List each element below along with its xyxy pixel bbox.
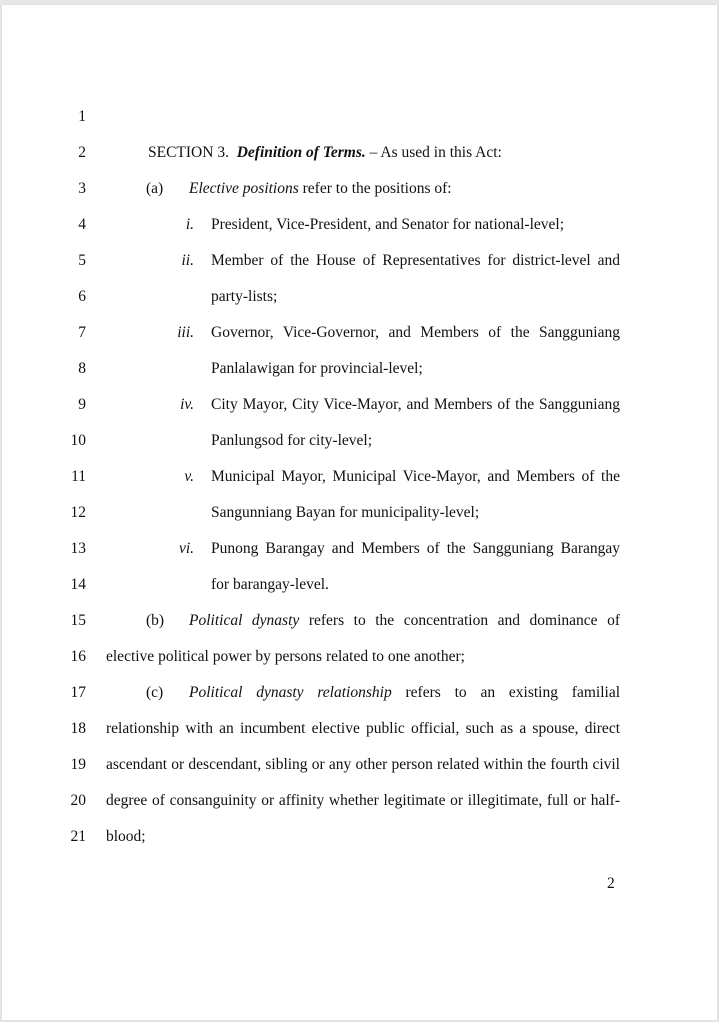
item-label: (c) [146,684,164,701]
list-item-continuation: Panlungsod for city-level; [211,432,372,449]
list-item-text: Member of the House of Representatives for district-level and [211,252,620,269]
line-16 [2,645,717,669]
line-2 [2,141,717,165]
item-label: (a) [146,180,164,197]
line-11 [2,465,717,489]
line-number: 5 [78,252,86,269]
line-21 [2,825,717,849]
line-10 [2,429,717,453]
line-number: 6 [78,288,86,305]
section-title: Definition of Terms. [236,144,366,161]
line-7 [2,321,717,345]
line-15 [2,609,717,633]
defined-term: Elective positions [189,180,299,197]
line-number: 18 [70,720,86,737]
item-label: (b) [146,612,165,629]
line-number: 11 [71,468,86,485]
line-number: 7 [78,324,86,341]
section-heading [148,141,502,165]
roman-numeral: vi. [178,540,194,557]
paragraph-text: ascendant or descendant, sibling or any other person related within the fourth civil [106,756,620,773]
line-number: 4 [78,216,86,233]
line-number: 3 [78,180,86,197]
line-number: 15 [70,612,86,629]
defined-term: Political dynasty relationship [189,684,392,701]
line-17 [2,681,717,705]
line-1 [2,105,717,129]
line-number: 20 [70,792,86,809]
line-14 [2,573,717,597]
line-8 [2,357,717,381]
list-item-text: Punong Barangay and Members of the Sangguniang Barangay [211,540,620,557]
paragraph-text: relationship with an incumbent elective public official, such as a spouse, direct [106,720,620,737]
line-number: 17 [70,684,86,701]
paragraph-text: blood; [106,828,146,845]
line-number: 8 [78,360,86,377]
line-20 [2,789,717,813]
line-number: 2 [78,144,86,161]
line-number: 10 [70,432,86,449]
paragraph-text: elective political power by persons related to one another; [106,648,465,665]
list-item-continuation: Sangunniang Bayan for municipality-level; [211,504,480,521]
line-6 [2,285,717,309]
line-12 [2,501,717,525]
section-number: SECTION 3. [148,144,229,161]
paragraph-text: degree of consanguinity or affinity whether legitimate or illegitimate, full or half- [106,792,620,809]
line-number: 9 [78,396,86,413]
roman-numeral: iv. [180,396,194,413]
section-intro: – As used in this Act: [365,144,502,161]
list-item-text: Governor, Vice-Governor, and Members of the Sangguniang [211,324,620,341]
line-9 [2,393,717,417]
line-number: 16 [70,648,86,665]
definition-text [189,609,620,633]
defined-term: Political dynasty [189,612,300,629]
line-number: 21 [70,828,86,845]
list-item-text: City Mayor, City Vice-Mayor, and Members of the Sangguniang [211,396,620,413]
definition-rest: refers to an existing familial [391,684,620,701]
line-number: 13 [70,540,86,557]
line-number: 1 [78,108,86,125]
list-item-continuation: Panlalawigan for provincial-level; [211,360,423,377]
definition-rest: refers to the concentration and dominance of [299,612,620,629]
roman-numeral: v. [184,468,194,485]
roman-numeral: i. [185,216,194,233]
line-number: 14 [70,576,86,593]
definition-text [189,177,452,201]
line-number: 12 [70,504,86,521]
line-19 [2,753,717,777]
list-item-text: Municipal Mayor, Municipal Vice-Mayor, and Members of the [211,468,620,485]
definition-rest: refer to the positions of: [298,180,452,197]
page-number: 2 [607,875,615,892]
line-5 [2,249,717,273]
line-number: 19 [70,756,86,773]
definition-text [189,681,620,705]
list-item-continuation: for barangay-level. [211,576,329,593]
line-3 [2,177,717,201]
roman-numeral: ii. [181,252,194,269]
line-18 [2,717,717,741]
document-page [2,5,717,1020]
list-item-text: President, Vice-President, and Senator for national-level; [211,216,565,233]
line-4 [2,213,717,237]
list-item-continuation: party-lists; [211,288,278,305]
roman-numeral: iii. [177,324,194,341]
line-13 [2,537,717,561]
